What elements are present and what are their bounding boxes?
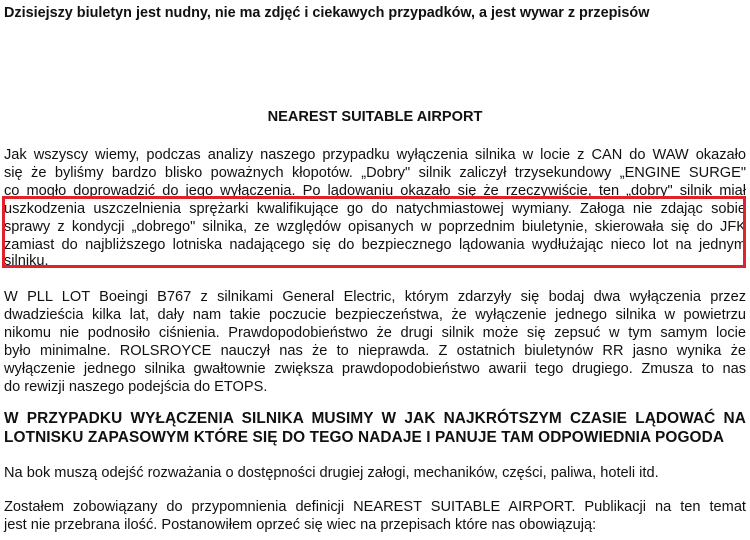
section-heading-line-1: W PRZYPADKU WYŁĄCZENIA SILNIKA MUSIMY W JAK NAJKRÓTSZYM CZASIE LĄDOWAĆ NA	[4, 410, 746, 427]
paragraph-2-line-6: do rewizji naszego podejścia do ETOPS.	[4, 379, 268, 395]
paragraph-2-line-1: W PLL LOT Boeingi B767 z silnikami General Electric, którym zdarzyły się bodaj dwa wyłączenia przez	[4, 289, 746, 305]
document-title: NEAREST SUITABLE AIRPORT	[267, 109, 483, 125]
paragraph-2-line-4: było minimalne. ROLSROYCE nauczył nas że to nieprawda. Z ostatnich biuletynów RR jasno wynika że	[4, 343, 746, 359]
paragraph-2-line-2: dwadzieścia kilka lat, dały nam takie poczucie bezpieczeństwa, że wyłączenie jednego silnika w powietrzu	[4, 307, 746, 323]
paragraph-3-line-1: Na bok muszą odejść rozważania o dostępności drugiej załogi, mechaników, części, paliwa, hoteli itd.	[4, 465, 659, 481]
document-headline: Dzisiejszy biuletyn jest nudny, nie ma zdjęć i ciekawych przypadków, a jest wywar z przepisów	[4, 5, 650, 21]
paragraph-1-line-2: się że byliśmy bardzo blisko poważnych kłopotów. „Dobry" silnik zaliczył trzysekundowy „ENGINE SURGE"	[4, 165, 746, 181]
paragraph-2-line-5: wyłączenie jednego silnika gwałtownie zwiększa prawdopodobieństwo awarii tego drugiego. Zmusza to nas	[4, 361, 746, 377]
paragraph-1-line-4: uszkodzenia uszczelnienia sprężarki kwalifikujące go do natychmiastowej wymiany. Załoga nie zdając sobie	[4, 201, 746, 217]
paragraph-2-line-3: nikomu nie podnosiło ciśnienia. Prawdopodobieństwo że drugi silnik może się zepsuć w tym samym locie	[4, 325, 746, 341]
red-highlight-box	[2, 196, 746, 268]
paragraph-1-line-7: silniku.	[4, 253, 49, 269]
paragraph-4-line-1: Zostałem zobowiązany do przypomnienia definicji NEAREST SUITABLE AIRPORT. Publikacji na ten temat	[4, 499, 746, 515]
paragraph-1-line-5: sprawy z kondycji „dobrego" silnika, ze względów opisanych w poprzednim biuletynie, skierowała się do JFK	[4, 219, 746, 235]
section-heading-line-2: LOTNISKU ZAPASOWYM KTÓRE SIĘ DO TEGO NADAJE I PANUJE TAM ODPOWIEDNIA POGODA	[4, 429, 725, 446]
paragraph-1-line-6: zamiast do najbliższego lotniska nadającego się do bezpiecznego lądowania wydłużając nieco lot na jednym	[4, 237, 746, 253]
paragraph-1-line-3: co mogło doprowadzić do jego wyłączenia. Po lądowaniu okazało się że rzeczywiście, ten „dobry" silnik miał	[4, 183, 746, 199]
paragraph-4-line-2: jest nie przebrana ilość. Postanowiłem oprzeć się wiec na przepisach które nas obowiązują:	[4, 517, 597, 533]
paragraph-1-line-1: Jak wszyscy wiemy, podczas analizy naszego przypadku wyłączenia silnika w locie z CAN do WAW okazało	[4, 147, 746, 163]
